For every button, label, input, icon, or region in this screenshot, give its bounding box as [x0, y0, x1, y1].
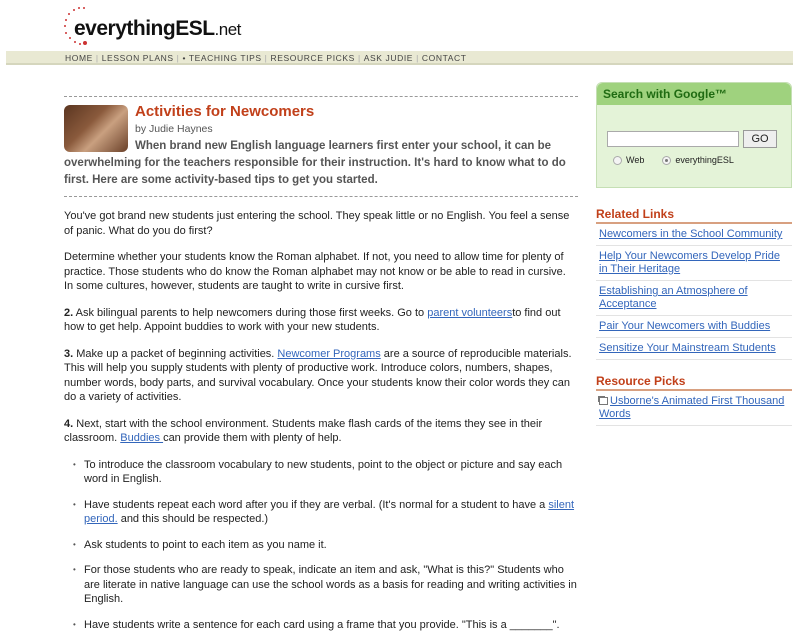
paragraph — [64, 347, 578, 405]
radio-web[interactable] — [613, 156, 622, 165]
tips-list — [64, 458, 578, 633]
text-segment: Determine whether your students know the Roman alphabet. If not, you need to allow time for plenty of practice. Those students who do know the Roman alphabet may not know or be able to read in cursive. In some cultures, however, students are taught to write in cursive first. — [64, 251, 566, 292]
text-segment: Make up a packet of beginning activities. — [73, 347, 278, 360]
inline-link[interactable]: silent period. — [84, 498, 575, 525]
list-item — [84, 458, 578, 487]
nav-item-3[interactable]: RESOURCE PICKS — [270, 53, 355, 63]
text-segment: To introduce the classroom vocabulary to new students, point to the object or picture and say each word in English. — [84, 458, 563, 485]
go-button[interactable]: GO — [743, 130, 777, 148]
google-search-box — [596, 82, 792, 188]
resource-picks-list — [596, 391, 792, 426]
logo-name: everythingESL — [74, 17, 215, 40]
related-link[interactable]: Help Your Newcomers Develop Pride in Their Heritage — [596, 246, 792, 281]
paragraph — [64, 306, 578, 335]
related-link[interactable]: Newcomers in the School Community — [596, 224, 792, 246]
window-icon — [599, 397, 608, 405]
main-nav — [6, 51, 793, 65]
byline: by Judie Haynes — [135, 123, 213, 135]
resource-picks-heading: Resource Picks — [596, 374, 792, 391]
nav-separator: | — [264, 53, 268, 63]
step-number: 3. — [64, 347, 74, 360]
related-links-list — [596, 224, 792, 360]
text-segment: You've got brand new students just entering the school. They speak little or no English. You feel a sense of panic. What do you do first? — [64, 210, 570, 237]
resource-link-label: Usborne's Animated First Thousand Words — [599, 395, 785, 420]
list-item — [84, 563, 578, 607]
text-segment: can provide them with plenty of help. — [163, 432, 342, 444]
text-segment: Ask students to point to each item as you name it. — [84, 538, 327, 551]
search-input[interactable] — [607, 131, 739, 147]
radio-everythingesl[interactable] — [662, 156, 671, 165]
sidebar — [596, 82, 792, 426]
list-item — [84, 618, 578, 633]
nav-separator: | — [416, 53, 419, 63]
article-body — [64, 197, 578, 632]
site-logo[interactable] — [62, 6, 262, 48]
related-links-heading: Related Links — [596, 207, 792, 224]
nav-item-4[interactable]: ASK JUDIE — [363, 53, 414, 63]
list-item — [84, 538, 578, 553]
text-segment: Have students write a sentence for each card using a frame that you provide. "This is a _______". — [84, 618, 560, 631]
article — [64, 96, 578, 643]
text-segment: and this should be respected.) — [117, 513, 269, 525]
nav-separator: | — [176, 53, 180, 63]
text-segment: For those students who are ready to speak, indicate an item and ask, "What is this?" Students who are literate in native language can use the school words as a basis for reading and writing activities in English. — [84, 564, 577, 605]
step-number: 2. — [64, 306, 74, 319]
page-title: Activities for Newcomers — [135, 103, 315, 120]
radio-everythingesl-label: everythingESL — [675, 155, 734, 165]
paragraph — [64, 417, 578, 446]
related-link[interactable]: Sensitize Your Mainstream Students — [596, 338, 792, 360]
text-segment: are a source of reproducible materials. This will help you supply students with plenty of productive work. Introduce colors, numbers, shapes, number words, body parts, and survival vocabulary. Once your students know their color words they can do a variety of activities. — [64, 347, 572, 403]
radio-web-label: Web — [626, 155, 645, 165]
nav-item-5[interactable]: CONTACT — [421, 53, 467, 63]
nav-item-0[interactable]: HOME — [65, 53, 93, 63]
inline-link[interactable]: parent volunteers — [427, 306, 513, 319]
nav-item-2[interactable]: • TEACHING TIPS — [182, 53, 262, 63]
related-link[interactable]: Pair Your Newcomers with Buddies — [596, 316, 792, 338]
nav-separator: | — [357, 53, 361, 63]
logo-tld: .net — [214, 20, 241, 39]
inline-link[interactable]: Buddies — [120, 432, 164, 444]
text-segment: Ask bilingual parents to help newcomers during those first weeks. Go to — [73, 306, 428, 319]
paragraph — [64, 209, 578, 238]
related-link[interactable]: Establishing an Atmosphere of Acceptance — [596, 281, 792, 316]
step-number: 4. — [64, 417, 74, 430]
nav-separator: | — [95, 53, 99, 63]
inline-link[interactable]: Newcomer Programs — [277, 347, 381, 360]
text-segment: to find out how to get help. Appoint buddies to work with your new students. — [64, 306, 561, 333]
text-segment: Have students repeat each word after you if they are verbal. (It's normal for a student to have a — [84, 498, 549, 511]
text-segment: Next, start with the school environment. Students make flash cards of the items they see in their classroom. — [64, 417, 543, 444]
paragraph — [64, 250, 578, 294]
list-item — [84, 498, 578, 527]
nav-item-1[interactable]: LESSON PLANS — [101, 53, 174, 63]
resource-link[interactable] — [596, 391, 792, 426]
search-title: Search with Google™ — [597, 83, 791, 105]
lead-text: When brand new English language learners first enter your school, it can be overwhelming for the teachers responsible for their instruction. It's hard to know what to do first. Here are some activity-based tips to get you started. — [64, 140, 566, 186]
